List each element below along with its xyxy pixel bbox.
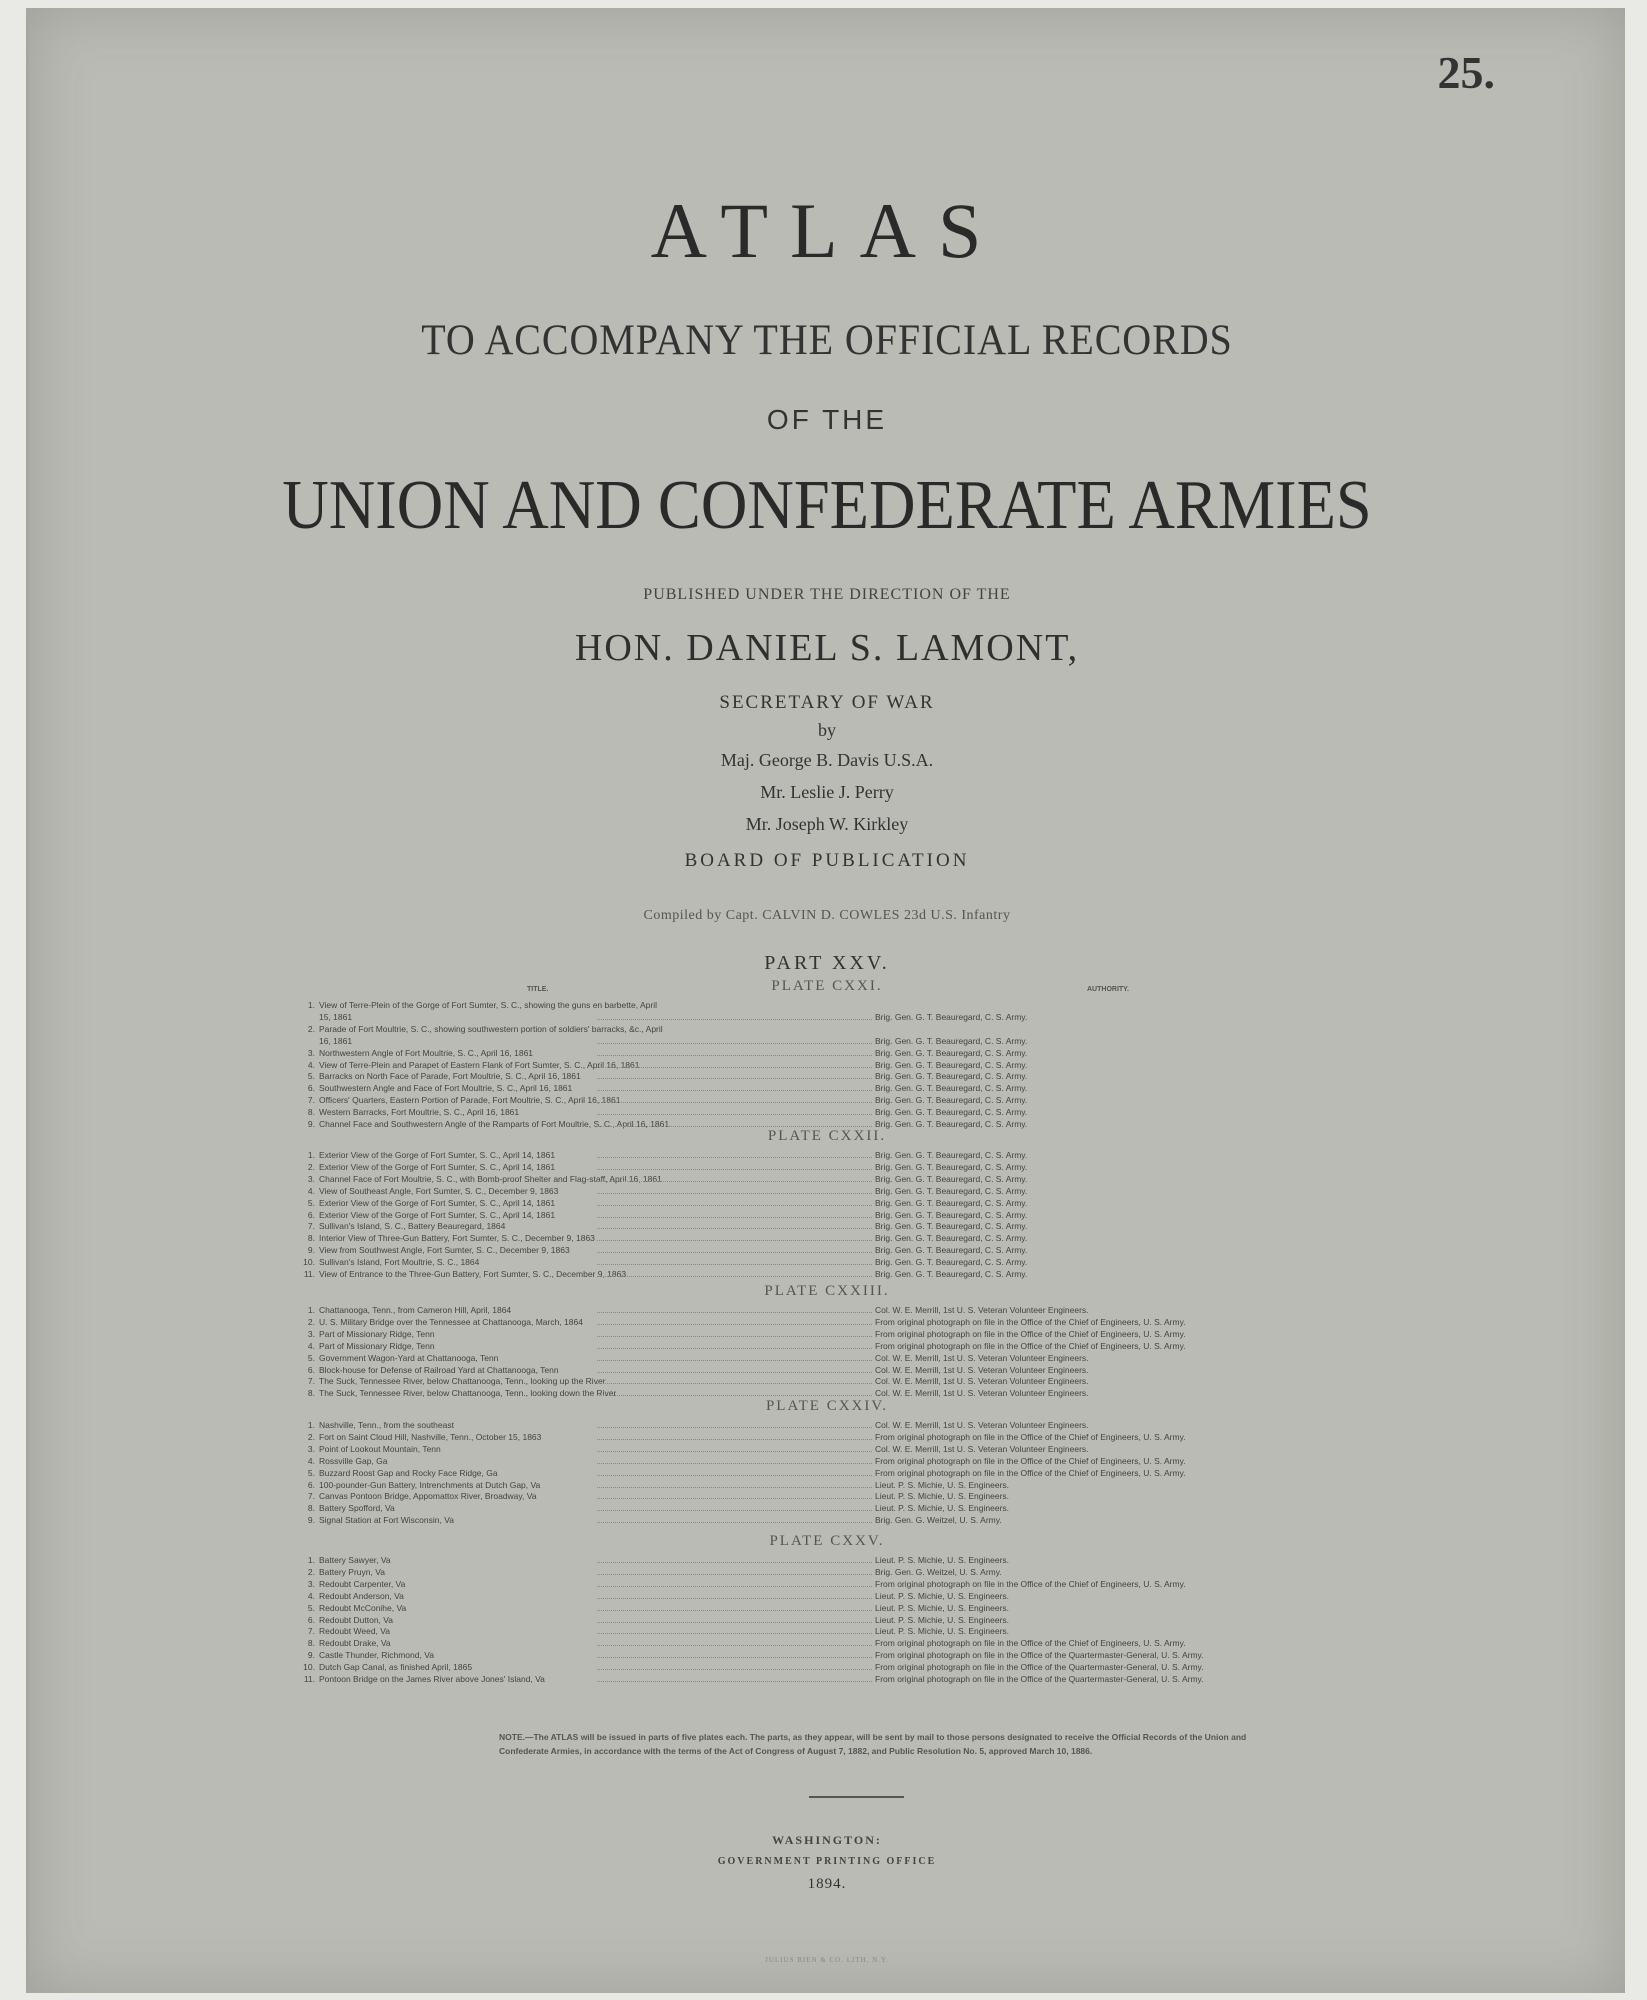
dot-leader: [597, 1336, 872, 1337]
item-title: Western Barracks, Fort Moultrie, S. C., April 16, 1861: [319, 1107, 520, 1118]
plate-heading: PLATE CXXIII.: [764, 1283, 890, 1299]
plate-list-item: [297, 1662, 1417, 1674]
item-number: 3.: [307, 1328, 315, 1339]
item-authority: Brig. Gen. G. T. Beauregard, C. S. Army.: [875, 1257, 1028, 1268]
item-number: 1.: [307, 1150, 315, 1160]
column-header-authority: AUTHORITY.: [1087, 986, 1129, 993]
item-title: Pontoon Bridge on the James River above Jones' Island, Va: [319, 1674, 545, 1684]
dot-leader: [597, 1427, 872, 1428]
item-number: 8.: [307, 1233, 315, 1244]
dot-leader: [597, 1562, 872, 1563]
armies-title: UNION AND CONFEDERATE ARMIES: [282, 467, 1372, 544]
item-title: Redoubt McConihe, Va: [319, 1602, 407, 1613]
divider: [809, 1796, 904, 1798]
item-authority: From original photograph on file in the Office of the Chief of Engineers, U. S. Army.: [875, 1455, 1186, 1466]
item-authority: From original photograph on file in the Office of the Chief of Engineers, U. S. Army.: [875, 1467, 1186, 1478]
item-authority: From original photograph on file in the Office of the Chief of Engineers, U. S. Army.: [875, 1328, 1186, 1339]
dot-leader: [597, 1610, 872, 1611]
plate-list-item: [297, 1444, 1417, 1456]
dot-leader: [597, 1067, 872, 1068]
item-authority: Brig. Gen. G. T. Beauregard, C. S. Army.: [875, 1185, 1028, 1196]
dot-leader: [597, 1312, 872, 1313]
plate-list-item: [297, 1317, 1417, 1329]
item-authority: From original photograph on file in the Office of the Quartermaster-General, U. S. Army.: [875, 1662, 1204, 1673]
board-member: Maj. George B. Davis U.S.A.: [720, 750, 934, 770]
item-title: Southwestern Angle and Face of Fort Moultrie, S. C., April 16, 1861: [319, 1083, 573, 1094]
dot-leader: [597, 1498, 872, 1499]
item-title: The Suck, Tennessee River, below Chattanooga, Tenn., looking up the River: [319, 1376, 606, 1387]
item-authority: Lieut. P. S. Michie, U. S. Engineers.: [875, 1491, 1010, 1502]
item-title: Buzzard Roost Gap and Rocky Face Ridge, Ga: [319, 1467, 498, 1478]
plate-list-item: [297, 1626, 1417, 1638]
compiled-by: Compiled by Capt. CALVIN D. COWLES 23d U.S. Infantry: [643, 908, 1011, 923]
item-number: 11.: [303, 1674, 315, 1684]
dot-leader: [597, 1633, 872, 1634]
plate-list-item: [297, 1555, 1417, 1567]
plate-list-item: [297, 1456, 1417, 1468]
item-title: Exterior View of the Gorge of Fort Sumter, S. C., April 14, 1861: [319, 1150, 556, 1160]
item-title: The Suck, Tennessee River, below Chattanooga, Tenn., looking down the River: [319, 1388, 617, 1399]
item-number: 3.: [307, 1443, 315, 1454]
item-title: Battery Pruyn, Va: [319, 1566, 385, 1577]
plate-list-item: [297, 1376, 1417, 1388]
imprint-city: WASHINGTON:: [772, 1833, 882, 1847]
item-title: Redoubt Carpenter, Va: [319, 1578, 406, 1589]
item-number: 9.: [307, 1515, 315, 1526]
item-number: 6.: [307, 1364, 315, 1375]
item-authority: From original photograph on file in the Office of the Chief of Engineers, U. S. Army.: [875, 1578, 1186, 1589]
item-authority: Lieut. P. S. Michie, U. S. Engineers.: [875, 1614, 1010, 1625]
item-authority: Brig. Gen. G. T. Beauregard, C. S. Army.: [875, 1269, 1028, 1279]
secretary-name: HON. DANIEL S. LAMONT,: [574, 627, 1080, 669]
item-number: 2.: [307, 1566, 315, 1577]
secretary-title: SECRETARY OF WAR: [719, 692, 935, 713]
dot-leader: [597, 1181, 872, 1182]
item-title: Fort on Saint Cloud Hill, Nashville, Tenn., October 15, 1863: [319, 1431, 542, 1442]
item-authority: Brig. Gen. G. Weitzel, U. S. Army.: [875, 1566, 1002, 1577]
item-number: 3.: [307, 1578, 315, 1589]
item-authority: From original photograph on file in the Office of the Chief of Engineers, U. S. Army.: [875, 1316, 1186, 1327]
atlas-title: ATLAS: [650, 187, 1004, 274]
dot-leader: [597, 1360, 872, 1361]
item-title: View of Southeast Angle, Fort Sumter, S. C., December 9, 1863: [319, 1185, 559, 1196]
item-number: 4.: [307, 1590, 315, 1601]
item-authority: Lieut. P. S. Michie, U. S. Engineers.: [875, 1555, 1010, 1565]
dot-leader: [597, 1439, 872, 1440]
item-title: Nashville, Tenn., from the southeast: [319, 1420, 454, 1430]
item-authority: From original photograph on file in the Office of the Chief of Engineers, U. S. Army.: [875, 1431, 1186, 1442]
item-number: 8.: [307, 1388, 315, 1399]
item-title: Channel Face of Fort Moultrie, S. C., with Bomb-proof Shelter and Flag-staff, April 16, 1861: [319, 1173, 662, 1184]
dot-leader: [597, 1657, 872, 1658]
plate-list-item: [297, 1210, 1417, 1222]
dot-leader: [597, 1019, 872, 1020]
plate-list-item: [297, 1060, 1417, 1072]
item-number: 3.: [307, 1173, 315, 1184]
item-authority: Brig. Gen. G. T. Beauregard, C. S. Army.: [875, 1011, 1028, 1022]
dot-leader: [597, 1252, 872, 1253]
item-title: Redoubt Anderson, Va: [319, 1590, 404, 1601]
dot-leader: [597, 1669, 872, 1670]
item-authority: Brig. Gen. G. T. Beauregard, C. S. Army.: [875, 1047, 1028, 1058]
item-number: 10.: [303, 1257, 315, 1268]
plate-list-item: [297, 1305, 1417, 1317]
dot-leader: [597, 1372, 872, 1373]
item-title: Battery Spofford, Va: [319, 1503, 395, 1514]
item-title: Exterior View of the Gorge of Fort Sumter, S. C., April 14, 1861: [319, 1209, 556, 1220]
item-title: Sullivan's Island, S. C., Battery Beauregard, 1864: [319, 1221, 506, 1232]
item-title: Officers' Quarters, Eastern Portion of Parade, Fort Moultrie, S. C., April 16, 1861: [319, 1095, 621, 1106]
plate-list-item: [297, 1257, 1417, 1269]
plate-list-item: [297, 1341, 1417, 1353]
item-authority: Col. W. E. Merrill, 1st U. S. Veteran Volunteer Engineers.: [875, 1376, 1089, 1387]
imprint-printer: GOVERNMENT PRINTING OFFICE: [717, 1856, 937, 1867]
imprint-year: 1894.: [807, 1876, 847, 1892]
item-authority: Brig. Gen. G. T. Beauregard, C. S. Army.: [875, 1221, 1028, 1232]
item-number: 4.: [307, 1340, 315, 1351]
item-authority: Brig. Gen. G. T. Beauregard, C. S. Army.: [875, 1197, 1028, 1208]
item-number: 2.: [307, 1161, 315, 1172]
item-number: 5.: [307, 1197, 315, 1208]
dot-leader: [597, 1078, 872, 1079]
item-title: 15, 1861: [319, 1011, 353, 1022]
item-number: 5.: [307, 1071, 315, 1082]
item-title: Castle Thunder, Richmond, Va: [319, 1650, 434, 1661]
item-number: 1.: [307, 1420, 315, 1430]
item-authority: Col. W. E. Merrill, 1st U. S. Veteran Volunteer Engineers.: [875, 1364, 1089, 1375]
item-title: Redoubt Dutton, Va: [319, 1614, 394, 1625]
by-line: by: [818, 720, 836, 740]
plate-heading: PLATE CXXII.: [767, 1128, 887, 1144]
plate-list-item: [297, 1674, 1417, 1686]
item-number: 1.: [307, 1305, 315, 1315]
item-authority: From original photograph on file in the Office of the Quartermaster-General, U. S. Army.: [875, 1674, 1204, 1684]
item-number: 7.: [307, 1221, 315, 1232]
dot-leader: [597, 1451, 872, 1452]
item-number: 7.: [307, 1095, 315, 1106]
item-title: Redoubt Drake, Va: [319, 1638, 391, 1649]
item-title: Sullivan's Island, Fort Moultrie, S. C., 1864: [319, 1257, 480, 1268]
item-number: 1.: [307, 1555, 315, 1565]
item-authority: Lieut. P. S. Michie, U. S. Engineers.: [875, 1503, 1010, 1514]
item-number: 5.: [307, 1352, 315, 1363]
item-title: Block-house for Defense of Railroad Yard at Chattanooga, Tenn: [319, 1364, 559, 1375]
item-title: Channel Face and Southwestern Angle of the Ramparts of Fort Moultrie, S. C., April 16, 1861: [319, 1119, 670, 1129]
plate-list-item: [297, 1150, 1417, 1162]
dot-leader: [597, 1681, 872, 1682]
item-number: 2.: [307, 1431, 315, 1442]
dot-leader: [597, 1240, 872, 1241]
plate-list-item: [297, 1162, 1417, 1174]
plate-list-item: [297, 1591, 1417, 1603]
item-number: 10.: [303, 1662, 315, 1673]
item-authority: Col. W. E. Merrill, 1st U. S. Veteran Volunteer Engineers.: [875, 1352, 1089, 1363]
dot-leader: [597, 1126, 872, 1127]
item-title: Redoubt Weed, Va: [319, 1626, 391, 1637]
of-the-line: OF THE: [766, 404, 888, 435]
column-header-title: TITLE.: [527, 986, 549, 993]
board-of-publication: BOARD OF PUBLICATION: [684, 850, 970, 871]
dot-leader: [597, 1228, 872, 1229]
lithographer-imprint: JULIUS BIEN & CO. LITH. N.Y.: [765, 1956, 889, 1964]
plate-list-item: [297, 1515, 1417, 1527]
item-number: 5.: [307, 1467, 315, 1478]
item-number: 4.: [307, 1455, 315, 1466]
item-title: View from Southwest Angle, Fort Sumter, S. C., December 9, 1863: [319, 1245, 570, 1256]
plate-list-item: [297, 1107, 1417, 1119]
dot-leader: [597, 1264, 872, 1265]
item-number: 11.: [303, 1269, 315, 1279]
plate-list-item: [297, 1432, 1417, 1444]
dot-leader: [597, 1193, 872, 1194]
plate-list-item: [297, 1012, 1417, 1024]
item-authority: Brig. Gen. G. T. Beauregard, C. S. Army.: [875, 1173, 1028, 1184]
item-number: 4.: [307, 1185, 315, 1196]
item-title: Chattanooga, Tenn., from Cameron Hill, April, 1864: [319, 1305, 512, 1315]
item-authority: Col. W. E. Merrill, 1st U. S. Veteran Volunteer Engineers.: [875, 1305, 1089, 1315]
item-number: 1.: [307, 1000, 315, 1010]
item-authority: Brig. Gen. G. T. Beauregard, C. S. Army.: [875, 1209, 1028, 1220]
item-number: 5.: [307, 1602, 315, 1613]
dot-leader: [597, 1055, 872, 1056]
item-authority: Brig. Gen. G. T. Beauregard, C. S. Army.: [875, 1245, 1028, 1256]
plate-list-item: [297, 1095, 1417, 1107]
item-authority: From original photograph on file in the Office of the Chief of Engineers, U. S. Army.: [875, 1340, 1186, 1351]
item-authority: Col. W. E. Merrill, 1st U. S. Veteran Volunteer Engineers.: [875, 1388, 1089, 1399]
dot-leader: [597, 1475, 872, 1476]
plate-list-item: [297, 1245, 1417, 1257]
item-title: Exterior View of the Gorge of Fort Sumter, S. C., April 14, 1861: [319, 1161, 556, 1172]
dot-leader: [597, 1276, 872, 1277]
item-number: 6.: [307, 1479, 315, 1490]
item-title: Battery Sawyer, Va: [319, 1555, 391, 1565]
board-member: Mr. Leslie J. Perry: [760, 782, 894, 802]
published-under-line: PUBLISHED UNDER THE DIRECTION OF THE: [643, 586, 1011, 603]
plate-list-item: [297, 1198, 1417, 1210]
item-title: Parade of Fort Moultrie, S. C., showing southwestern portion of soldiers' barracks, &c., April: [319, 1023, 663, 1034]
plate-list-item: [297, 1353, 1417, 1365]
item-title: Dutch Gap Canal, as finished April, 1865: [319, 1662, 473, 1673]
plate-list-item: [297, 1503, 1417, 1515]
item-number: 4.: [307, 1059, 315, 1070]
dot-leader: [597, 1348, 872, 1349]
dot-leader: [597, 1157, 872, 1158]
item-title: Interior View of Three-Gun Battery, Fort Sumter, S. C., December 9, 1863: [319, 1233, 595, 1244]
plate-list-item: [297, 1071, 1417, 1083]
item-number: 7.: [307, 1626, 315, 1637]
page-number: 25.: [1437, 47, 1495, 98]
item-authority: Brig. Gen. G. T. Beauregard, C. S. Army.: [875, 1083, 1028, 1094]
plate-list-item: [297, 1603, 1417, 1615]
dot-leader: [597, 1217, 872, 1218]
dot-leader: [597, 1463, 872, 1464]
dot-leader: [597, 1522, 872, 1523]
item-number: 8.: [307, 1503, 315, 1514]
publication-note: NOTE.—The ATLAS will be issued in parts of five plates each. The parts, as they appear, will be sent by mail to those persons designated to receive the Official Records of the Union and Confederate Armies, in accordance with the terms of the Act of Congress of August 7, 1882, and Public Resolution No. 5, approved March 10, 1886.: [499, 1732, 1247, 1756]
plate-heading: PLATE CXXI.: [771, 978, 883, 994]
item-authority: Brig. Gen. G. T. Beauregard, C. S. Army.: [875, 1119, 1028, 1129]
plate-list-item: [297, 1269, 1417, 1281]
item-number: 6.: [307, 1209, 315, 1220]
plate-list-item: [297, 1420, 1417, 1432]
atlas-title-page: [26, 8, 1625, 1993]
item-number: 6.: [307, 1083, 315, 1094]
item-number: 2.: [307, 1023, 315, 1034]
plate-list-item: [297, 1024, 1417, 1036]
dot-leader: [597, 1102, 872, 1103]
dot-leader: [597, 1645, 872, 1646]
plate-list-item: [297, 1174, 1417, 1186]
dot-leader: [597, 1395, 872, 1396]
item-title: Rossville Gap, Ga: [319, 1455, 388, 1466]
item-number: 7.: [307, 1376, 315, 1387]
plate-list-item: [297, 1221, 1417, 1233]
item-title: Barracks on North Face of Parade, Fort Moultrie, S. C., April 16, 1861: [319, 1071, 581, 1082]
plate-list-item: [297, 1638, 1417, 1650]
dot-leader: [597, 1622, 872, 1623]
dot-leader: [597, 1574, 872, 1575]
item-title: Signal Station at Fort Wisconsin, Va: [319, 1515, 454, 1526]
plate-list-item: [297, 1000, 1417, 1012]
plate-list-item: [297, 1567, 1417, 1579]
plate-heading: PLATE CXXV.: [769, 1533, 885, 1549]
plate-list-item: [297, 1186, 1417, 1198]
plate-list-item: [297, 1329, 1417, 1341]
item-title: U. S. Military Bridge over the Tennessee at Chattanooga, March, 1864: [319, 1316, 583, 1327]
item-number: 9.: [307, 1650, 315, 1661]
item-title: View of Terre-Plein of the Gorge of Fort Sumter, S. C., showing the guns en barbette, April: [319, 1000, 657, 1010]
plate-list-item: [297, 1468, 1417, 1480]
plate-list-item: [297, 1083, 1417, 1095]
dot-leader: [597, 1169, 872, 1170]
plate-heading: PLATE CXXIV.: [765, 1398, 889, 1414]
item-authority: Brig. Gen. G. T. Beauregard, C. S. Army.: [875, 1161, 1028, 1172]
dot-leader: [597, 1043, 872, 1044]
item-number: 8.: [307, 1107, 315, 1118]
item-authority: Lieut. P. S. Michie, U. S. Engineers.: [875, 1479, 1010, 1490]
item-title: Point of Lookout Mountain, Tenn: [319, 1443, 441, 1454]
item-number: 7.: [307, 1491, 315, 1502]
dot-leader: [597, 1586, 872, 1587]
board-member: Mr. Joseph W. Kirkley: [745, 814, 909, 834]
plate-list-item: [297, 1036, 1417, 1048]
dot-leader: [597, 1510, 872, 1511]
item-authority: Brig. Gen. G. T. Beauregard, C. S. Army.: [875, 1035, 1028, 1046]
dot-leader: [597, 1487, 872, 1488]
item-authority: Brig. Gen. G. T. Beauregard, C. S. Army.: [875, 1059, 1028, 1070]
item-title: Government Wagon-Yard at Chattanooga, Tenn: [319, 1352, 499, 1363]
item-authority: Brig. Gen. G. T. Beauregard, C. S. Army.: [875, 1107, 1028, 1118]
plate-list-item: [297, 1491, 1417, 1503]
item-title: Part of Missionary Ridge, Tenn: [319, 1328, 435, 1339]
item-authority: Brig. Gen. G. T. Beauregard, C. S. Army.: [875, 1150, 1028, 1160]
plate-list-item: [297, 1615, 1417, 1627]
dot-leader: [597, 1598, 872, 1599]
item-authority: Lieut. P. S. Michie, U. S. Engineers.: [875, 1590, 1010, 1601]
item-title: 16, 1861: [319, 1035, 353, 1046]
subtitle: TO ACCOMPANY THE OFFICIAL RECORDS: [421, 317, 1233, 364]
dot-leader: [597, 1090, 872, 1091]
plate-list-item: [297, 1048, 1417, 1060]
item-title: Canvas Pontoon Bridge, Appomattox River, Broadway, Va: [319, 1491, 537, 1502]
item-title: Exterior View of the Gorge of Fort Sumter, S. C., April 14, 1861: [319, 1197, 556, 1208]
item-authority: Lieut. P. S. Michie, U. S. Engineers.: [875, 1626, 1010, 1637]
dot-leader: [597, 1205, 872, 1206]
item-number: 9.: [307, 1119, 315, 1129]
plate-list-item: [297, 1480, 1417, 1492]
item-title: View of Entrance to the Three-Gun Battery, Fort Sumter, S. C., December 9, 1863: [319, 1269, 627, 1279]
item-number: 3.: [307, 1047, 315, 1058]
item-authority: Col. W. E. Merrill, 1st U. S. Veteran Volunteer Engineers.: [875, 1420, 1089, 1430]
item-number: 6.: [307, 1614, 315, 1625]
item-authority: From original photograph on file in the Office of the Chief of Engineers, U. S. Army.: [875, 1638, 1186, 1649]
part-heading: PART XXV.: [764, 952, 890, 974]
item-title: Northwestern Angle of Fort Moultrie, S. C., April 16, 1861: [319, 1047, 534, 1058]
item-number: 8.: [307, 1638, 315, 1649]
item-number: 9.: [307, 1245, 315, 1256]
item-title: 100-pounder-Gun Battery, Intrenchments at Dutch Gap, Va: [319, 1479, 541, 1490]
plate-list-item: [297, 1650, 1417, 1662]
item-authority: Col. W. E. Merrill, 1st U. S. Veteran Volunteer Engineers.: [875, 1443, 1089, 1454]
dot-leader: [597, 1114, 872, 1115]
item-authority: From original photograph on file in the Office of the Quartermaster-General, U. S. Army.: [875, 1650, 1204, 1661]
plate-list-item: [297, 1365, 1417, 1377]
plate-list-item: [297, 1233, 1417, 1245]
item-authority: Brig. Gen. G. T. Beauregard, C. S. Army.: [875, 1071, 1028, 1082]
item-title: View of Terre-Plein and Parapet of Eastern Flank of Fort Sumter, S. C., April 16, 1861: [319, 1059, 640, 1070]
item-authority: Brig. Gen. G. Weitzel, U. S. Army.: [875, 1515, 1002, 1526]
dot-leader: [597, 1324, 872, 1325]
item-authority: Brig. Gen. G. T. Beauregard, C. S. Army.: [875, 1095, 1028, 1106]
plate-list-item: [297, 1579, 1417, 1591]
dot-leader: [597, 1383, 872, 1384]
item-authority: Lieut. P. S. Michie, U. S. Engineers.: [875, 1602, 1010, 1613]
item-number: 2.: [307, 1316, 315, 1327]
item-authority: Brig. Gen. G. T. Beauregard, C. S. Army.: [875, 1233, 1028, 1244]
item-title: Part of Missionary Ridge, Tenn: [319, 1340, 435, 1351]
